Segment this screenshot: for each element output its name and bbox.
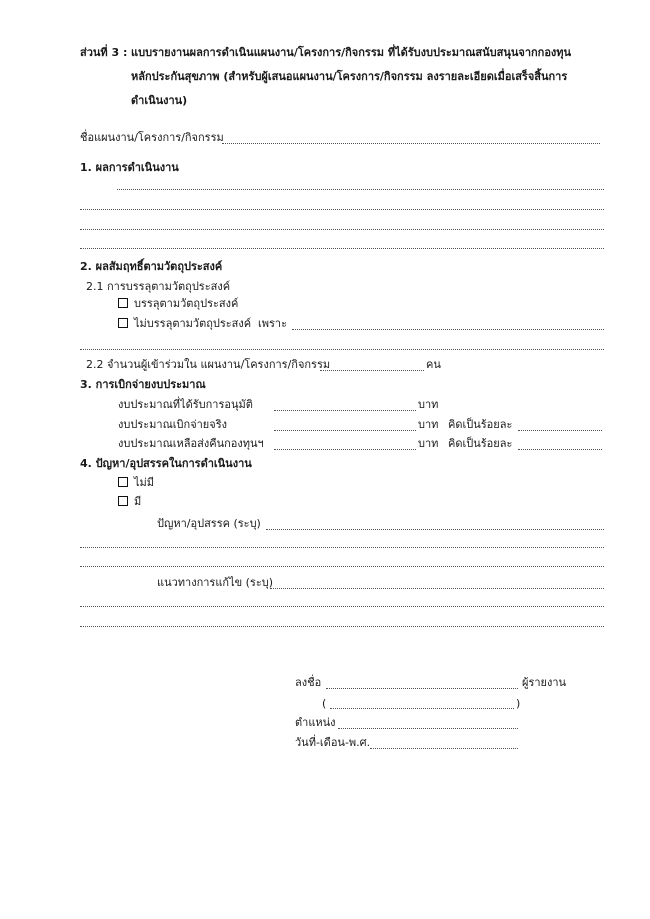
results-line-3[interactable] [80, 228, 604, 230]
reporter-label: ผู้รายงาน [522, 676, 567, 689]
results-line-1[interactable] [117, 188, 604, 190]
name-close-paren: ) [516, 697, 521, 710]
not-achieved-checkbox[interactable] [118, 318, 128, 328]
returned-budget-label: งบประมาณเหลือส่งคืนกองทุนฯ [118, 437, 264, 450]
signature-field[interactable] [326, 687, 518, 689]
problem-line-3[interactable] [80, 565, 604, 567]
returned-percent-field[interactable] [518, 448, 602, 450]
signature-label: ลงชื่อ [295, 676, 322, 689]
solution-line-3[interactable] [80, 625, 604, 627]
objective-subheading: 2.1 การบรรลุตามวัตถุประสงค์ [86, 280, 231, 293]
approved-budget-label: งบประมาณที่ได้รับการอนุมัติ [118, 398, 253, 411]
spent-budget-unit: บาท [418, 418, 439, 431]
has-problem-checkbox[interactable] [118, 496, 128, 506]
participants-label: 2.2 จำนวนผู้เข้าร่วมใน แผนงาน/โครงการ/กิจกรรม [86, 358, 331, 371]
spent-budget-field[interactable] [274, 429, 416, 431]
project-name-label: ชื่อแผนงาน/โครงการ/กิจกรรม [80, 131, 224, 144]
has-problem-label: มี [134, 495, 142, 508]
reason-line-2[interactable] [80, 348, 604, 350]
achieved-label: บรรลุตามวัตถุประสงค์ [134, 297, 239, 310]
form-title-line-3: ดำเนินงาน) [131, 94, 188, 107]
problem-label: ปัญหา/อุปสรรค (ระบุ) [157, 517, 261, 530]
no-problem-checkbox[interactable] [118, 477, 128, 487]
date-field[interactable] [370, 747, 518, 749]
form-title-line-2: หลักประกันสุขภาพ (สำหรับผู้เสนอแผนงาน/โครงการ/กิจกรรม ลงรายละเอียดเมื่อเสร็จสิ้นการ [131, 70, 568, 83]
project-name-field[interactable] [222, 142, 600, 144]
spent-budget-label: งบประมาณเบิกจ่ายจริง [118, 418, 227, 431]
solution-line-2[interactable] [80, 605, 604, 607]
returned-budget-field[interactable] [274, 448, 416, 450]
problem-line-2[interactable] [80, 546, 604, 548]
section-number: ส่วนที่ 3 : [80, 46, 128, 59]
date-label: วันที่-เดือน-พ.ศ. [295, 736, 371, 749]
returned-budget-unit: บาท [418, 437, 439, 450]
achieved-checkbox[interactable] [118, 298, 128, 308]
section-2-heading: 2. ผลสัมฤทธิ์ตามวัตถุประสงค์ [80, 260, 223, 273]
because-label: เพราะ [258, 317, 288, 330]
participants-unit: คน [426, 358, 441, 371]
solution-label: แนวทางการแก้ไข (ระบุ) [157, 576, 274, 589]
approved-budget-field[interactable] [274, 409, 416, 411]
section-4-heading: 4. ปัญหา/อุปสรรคในการดำเนินงาน [80, 457, 252, 470]
position-field[interactable] [338, 727, 518, 729]
results-line-2[interactable] [80, 208, 604, 210]
problem-field[interactable] [266, 528, 604, 530]
section-3-heading: 3. การเบิกจ่ายงบประมาณ [80, 378, 206, 391]
position-label: ตำแหน่ง [295, 716, 336, 729]
spent-percent-field[interactable] [518, 429, 602, 431]
name-open-paren: ( [322, 697, 327, 710]
printed-name-field[interactable] [330, 707, 514, 709]
section-1-heading: 1. ผลการดำเนินงาน [80, 161, 179, 174]
approved-budget-unit: บาท [418, 398, 439, 411]
returned-percent-label: คิดเป็นร้อยละ [448, 437, 513, 450]
results-line-4[interactable] [80, 247, 604, 249]
no-problem-label: ไม่มี [134, 476, 155, 489]
not-achieved-label: ไม่บรรลุตามวัตถุประสงค์ [134, 317, 252, 330]
form-title-line-1: แบบรายงานผลการดำเนินแผนงาน/โครงการ/กิจกรรม ที่ได้รับงบประมาณสนับสนุนจากกองทุน [131, 46, 572, 59]
reason-field[interactable] [292, 328, 604, 330]
participants-field[interactable] [320, 369, 424, 371]
solution-field[interactable] [270, 587, 604, 589]
spent-percent-label: คิดเป็นร้อยละ [448, 418, 513, 431]
